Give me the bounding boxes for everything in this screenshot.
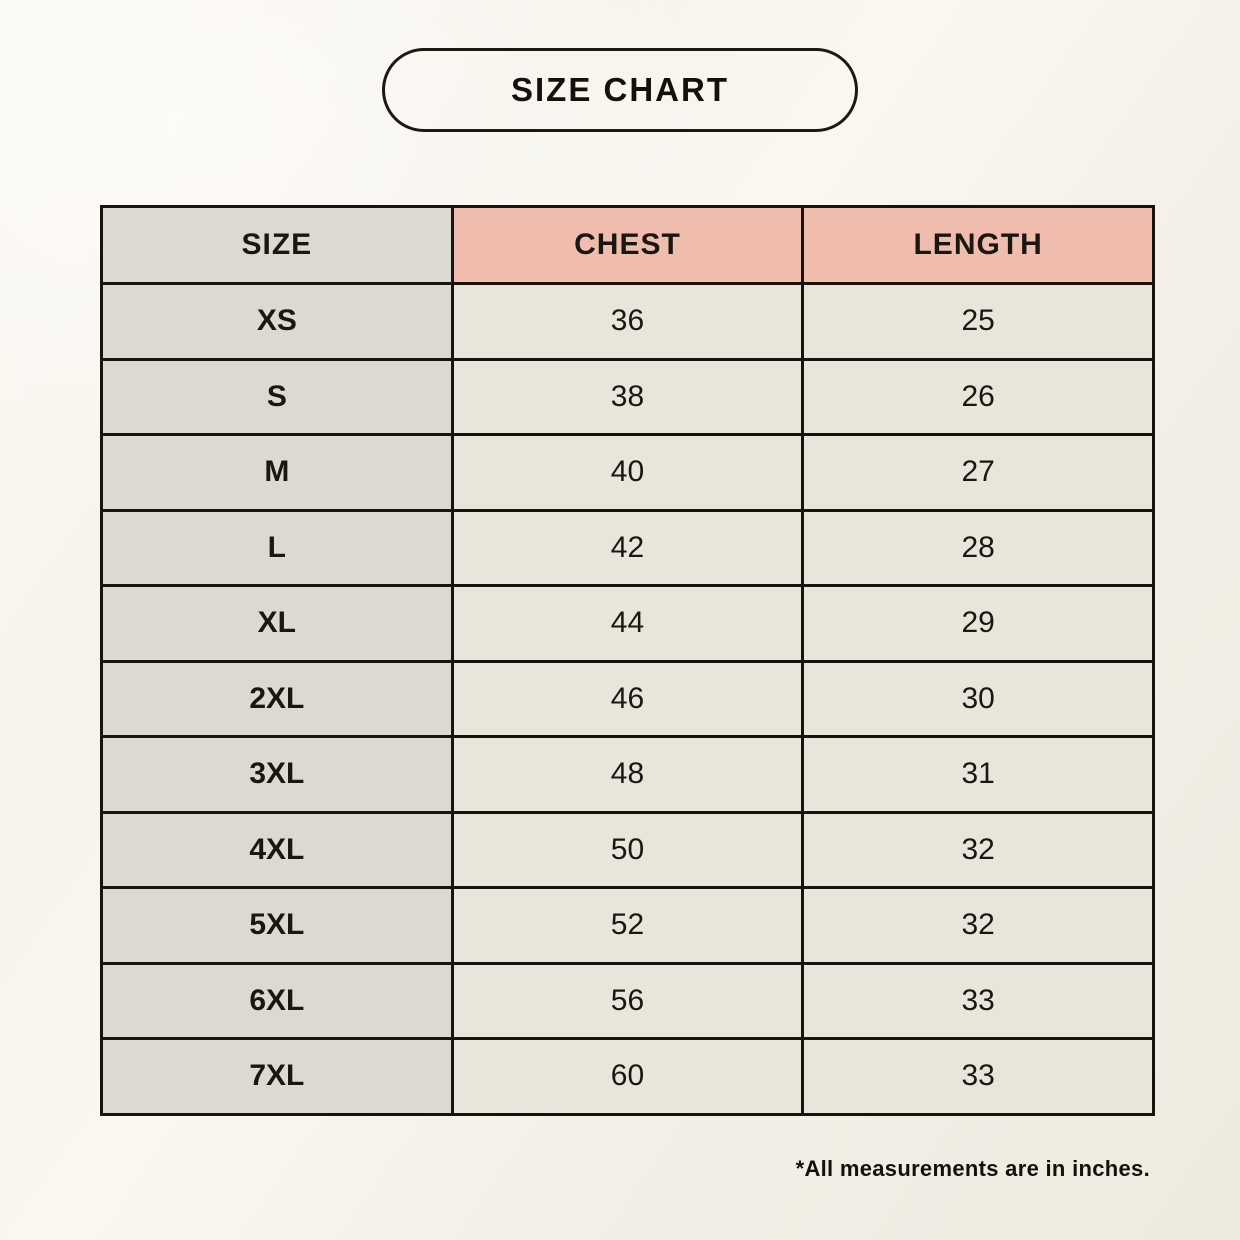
chest-cell: 44 [452,586,803,662]
page-title: SIZE CHART [511,71,729,108]
chest-cell: 38 [452,359,803,435]
length-cell: 29 [803,586,1154,662]
header-row [102,207,1154,284]
size-cell: XL [102,586,453,662]
size-cell: 4XL [102,812,453,888]
chest-cell: 60 [452,1039,803,1115]
size-cell: 2XL [102,661,453,737]
table-row [102,1039,1154,1115]
table-row [102,812,1154,888]
chest-cell: 42 [452,510,803,586]
table-row [102,510,1154,586]
table-header [102,207,1154,284]
size-cell: XS [102,284,453,360]
column-header-length: LENGTH [803,207,1154,284]
table-row [102,737,1154,813]
length-cell: 27 [803,435,1154,511]
table-body [102,284,1154,1115]
length-cell: 32 [803,888,1154,964]
chest-cell: 46 [452,661,803,737]
size-cell: 5XL [102,888,453,964]
chest-cell: 56 [452,963,803,1039]
table-row [102,661,1154,737]
chest-cell: 50 [452,812,803,888]
size-cell: 3XL [102,737,453,813]
size-chart-table [100,205,1155,1116]
length-cell: 26 [803,359,1154,435]
length-cell: 33 [803,1039,1154,1115]
size-cell: 7XL [102,1039,453,1115]
table-row [102,586,1154,662]
size-cell: 6XL [102,963,453,1039]
table-row [102,435,1154,511]
table-row [102,284,1154,360]
table-row [102,888,1154,964]
size-chart-title-pill [382,48,858,132]
size-cell: L [102,510,453,586]
length-cell: 31 [803,737,1154,813]
length-cell: 30 [803,661,1154,737]
column-header-size: SIZE [102,207,453,284]
measurements-footnote: *All measurements are in inches. [795,1156,1150,1181]
length-cell: 33 [803,963,1154,1039]
chest-cell: 40 [452,435,803,511]
table-row [102,963,1154,1039]
length-cell: 25 [803,284,1154,360]
size-cell: M [102,435,453,511]
chest-cell: 36 [452,284,803,360]
size-cell: S [102,359,453,435]
column-header-chest: CHEST [452,207,803,284]
length-cell: 32 [803,812,1154,888]
length-cell: 28 [803,510,1154,586]
table-row [102,359,1154,435]
chest-cell: 48 [452,737,803,813]
chest-cell: 52 [452,888,803,964]
